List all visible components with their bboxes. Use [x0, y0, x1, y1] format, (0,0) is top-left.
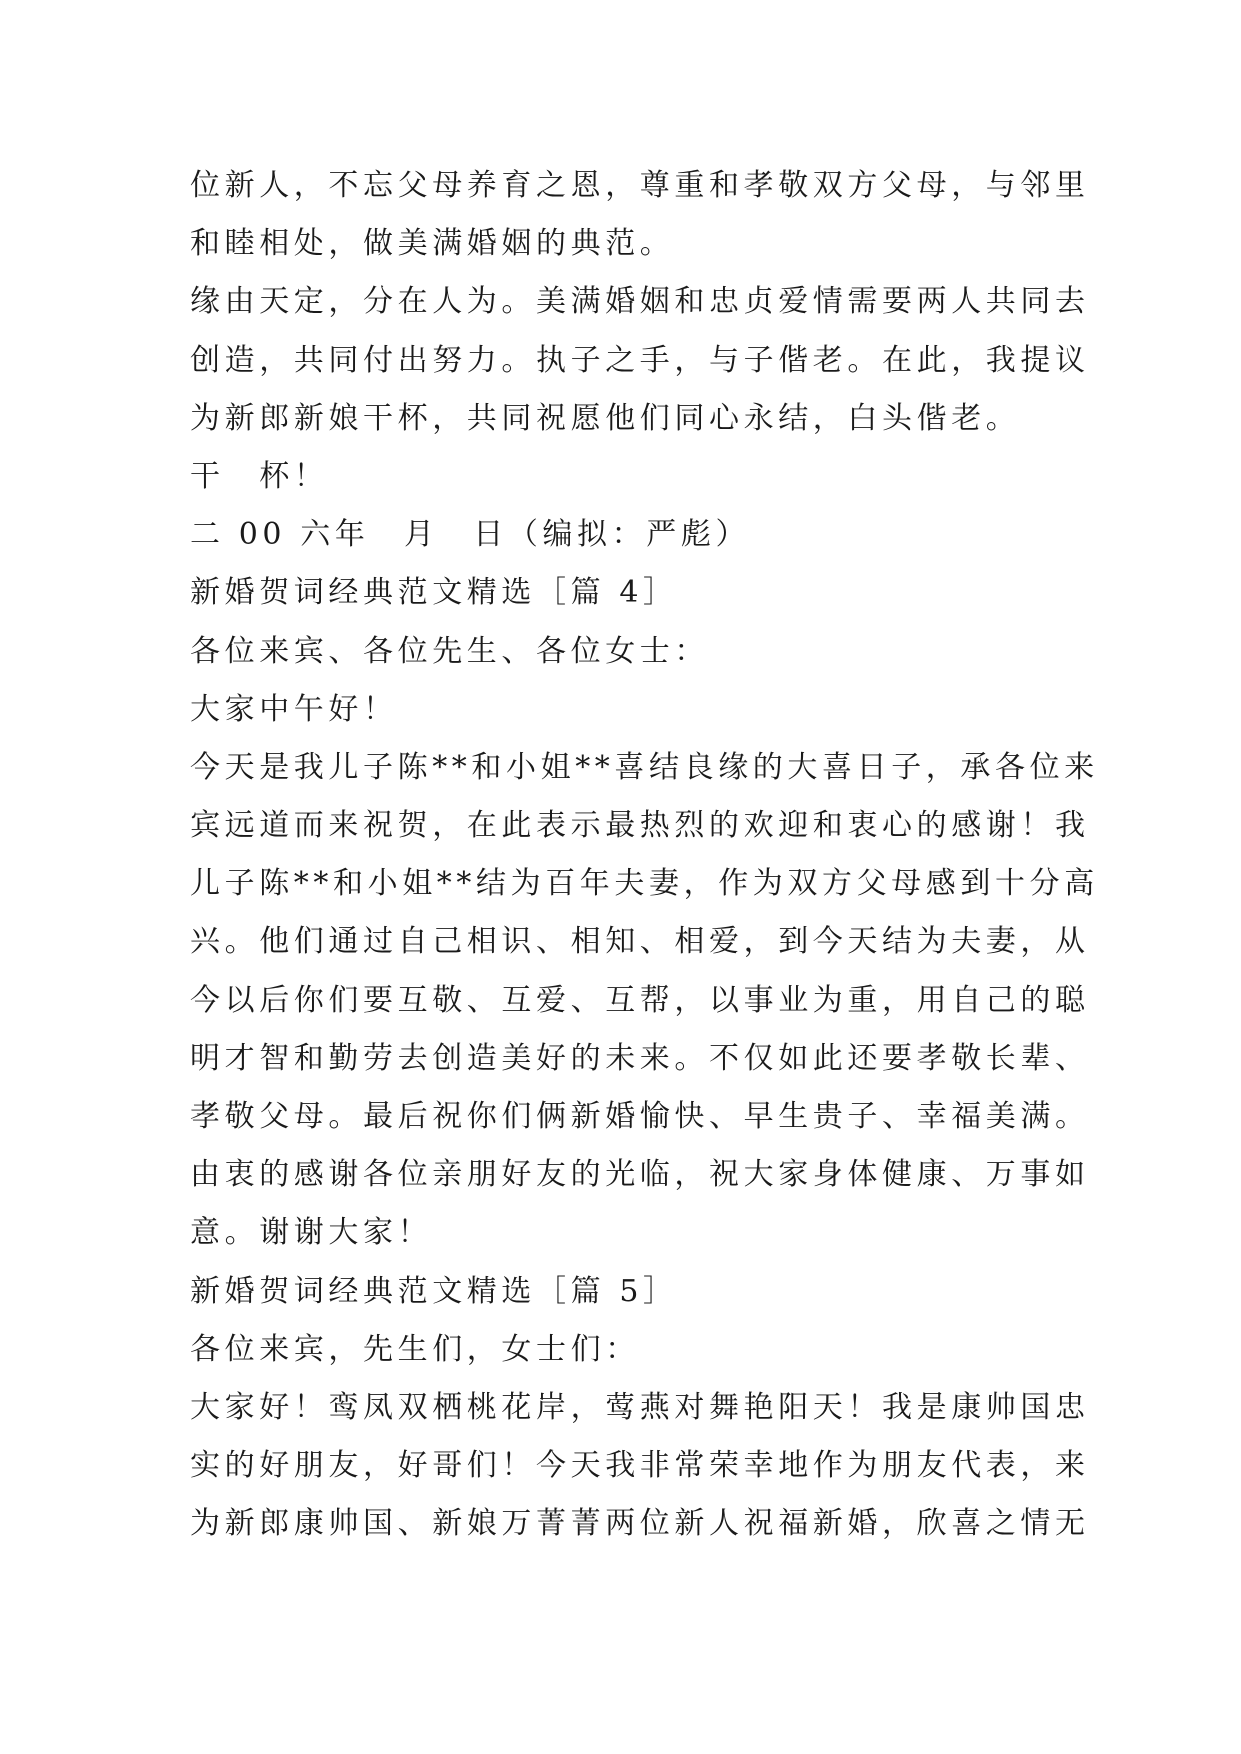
salutation-line: 各位来宾，先生们，女士们： [190, 1331, 640, 1367]
document-body [190, 157, 1099, 1554]
text-line: 今以后你们要互敬、互爱、互帮，以事业为重，用自己的聪 [190, 982, 1090, 1018]
toast-line: 干 杯！ [190, 458, 329, 494]
text-line: 儿子陈**和小姐**结为百年夫妻，作为双方父母感到十分高 [190, 866, 1099, 902]
text-line: 明才智和勤劳去创造美好的未来。不仅如此还要孝敬长辈、 [190, 1040, 1090, 1076]
text-line: 为新郎新娘干杯，共同祝愿他们同心永结，白头偕老。 [190, 400, 1021, 436]
text-line: 兴。他们通过自己相识、相知、相爱，到今天结为夫妻，从 [190, 924, 1090, 960]
text-line: 创造，共同付出努力。执子之手，与子偕老。在此，我提议 [190, 342, 1090, 378]
text-line: 意。谢谢大家！ [190, 1215, 433, 1251]
text-line: 和睦相处，做美满婚姻的典范。 [190, 226, 675, 262]
salutation-line: 各位来宾、各位先生、各位女士： [190, 633, 709, 669]
text-line: 实的好朋友，好哥们！今天我非常荣幸地作为朋友代表，来 [190, 1448, 1090, 1484]
text-line: 今天是我儿子陈**和小姐**喜结良缘的大喜日子，承各位来 [190, 749, 1099, 785]
section-heading-4: 新婚贺词经典范文精选［篇 4］ [190, 575, 678, 611]
section-heading-5: 新婚贺词经典范文精选［篇 5］ [190, 1273, 678, 1309]
text-line: 宾远道而来祝贺，在此表示最热烈的欢迎和衷心的感谢！我 [190, 808, 1090, 844]
text-line: 为新郎康帅国、新娘万菁菁两位新人祝福新婚，欣喜之情无 [190, 1506, 1090, 1542]
text-line: 孝敬父母。最后祝你们俩新婚愉快、早生贵子、幸福美满。 [190, 1099, 1090, 1134]
text-line: 缘由天定，分在人为。美满婚姻和忠贞爱情需要两人共同去 [190, 284, 1090, 320]
text-line: 位新人，不忘父母养育之恩，尊重和孝敬双方父母，与邻里 [190, 168, 1090, 203]
text-line: 大家好！鸾凤双栖桃花岸，莺燕对舞艳阳天！我是康帅国忠 [190, 1389, 1090, 1425]
date-signature-line: 二 00 六年 月 日（编拟：严彪） [190, 517, 751, 553]
text-line: 由衷的感谢各位亲朋好友的光临，祝大家身体健康、万事如 [190, 1157, 1090, 1193]
greeting-line: 大家中午好！ [190, 691, 398, 727]
